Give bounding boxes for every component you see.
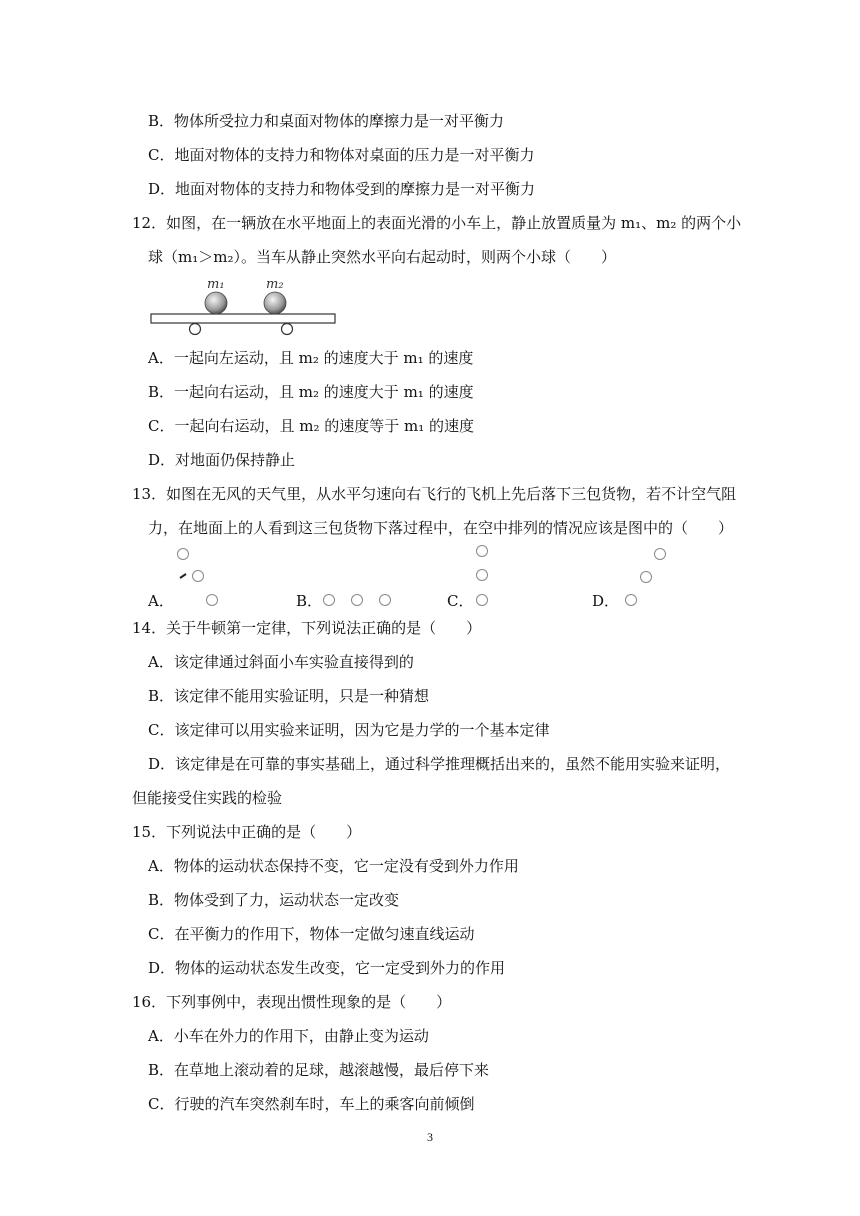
q16-option-c: C．行驶的汽车突然刹车时，车上的乘客向前倾倒 — [148, 1095, 475, 1113]
label-m2: m₂ — [266, 277, 284, 292]
q13-d-package-3 — [625, 594, 637, 606]
q16-stem: 16．下列事例中，表现出惯性现象的是（ ） — [132, 993, 452, 1011]
q13-d-package-1 — [654, 548, 666, 560]
q15-option-c: C．在平衡力的作用下，物体一定做匀速直线运动 — [148, 925, 475, 943]
q13-a-package-2 — [192, 570, 204, 582]
q15-stem: 15．下列说法中正确的是（ ） — [132, 823, 362, 841]
q12-option-a: A．一起向左运动，且 m₂ 的速度大于 m₁ 的速度 — [148, 349, 474, 367]
q11-option-c: C．地面对物体的支持力和物体对桌面的压力是一对平衡力 — [148, 146, 535, 164]
q13-a-package-1 — [177, 548, 189, 560]
q13-a-mark — [179, 572, 189, 580]
q13-c-package-2 — [476, 569, 488, 581]
q14-option-c: C．该定律可以用实验来证明，因为它是力学的一个基本定律 — [148, 721, 550, 739]
q13-option-b-label: B． — [296, 592, 323, 610]
q13-option-d-label: D． — [592, 592, 620, 610]
q14-option-d-line1: D．该定律是在可靠的事实基础上，通过科学推理概括出来的，虽然不能用实验来证明， — [148, 755, 731, 773]
q12-stem-line2: 球（m₁＞m₂）。当车从静止突然水平向右起动时，则两个小球（ ） — [148, 248, 616, 266]
q12-cart-figure — [145, 276, 345, 338]
ball-m1 — [205, 292, 227, 314]
q12-stem-line1: 12．如图，在一辆放在水平地面上的表面光滑的小车上，静止放置质量为 m₁、m₂ 的两个小 — [132, 214, 742, 232]
cart-wheel-left — [190, 324, 201, 335]
q13-b-package-2 — [351, 594, 363, 606]
q13-b-package-1 — [323, 594, 335, 606]
q13-d-package-2 — [640, 571, 652, 583]
q12-option-d: D．对地面仍保持静止 — [148, 451, 296, 469]
q14-option-a: A．该定律通过斜面小车实验直接得到的 — [148, 653, 414, 671]
q15-option-b: B．物体受到了力，运动状态一定改变 — [148, 891, 400, 909]
q12-option-b: B．一起向右运动，且 m₂ 的速度大于 m₁ 的速度 — [148, 383, 474, 401]
q13-option-a-label: A． — [148, 592, 174, 610]
q13-b-package-3 — [379, 594, 391, 606]
ball-m2 — [264, 292, 286, 314]
q15-option-d: D．物体的运动状态发生改变，它一定受到外力的作用 — [148, 959, 506, 977]
cart-body — [151, 314, 335, 323]
q11-option-d: D．地面对物体的支持力和物体受到的摩擦力是一对平衡力 — [148, 180, 536, 198]
q13-a-package-3 — [206, 594, 218, 606]
q14-option-d-line2: 但能接受住实践的检验 — [132, 789, 283, 807]
q13-option-c-label: C． — [447, 592, 474, 610]
q16-option-a: A．小车在外力的作用下，由静止变为运动 — [148, 1027, 429, 1045]
q13-c-package-3 — [476, 594, 488, 606]
q13-stem-line2: 力，在地面上的人看到这三包货物下落过程中，在空中排列的情况应该是图中的（ ） — [148, 519, 734, 537]
cart-wheel-right — [282, 324, 293, 335]
q11-option-b: B．物体所受拉力和桌面对物体的摩擦力是一对平衡力 — [148, 112, 505, 130]
q13-stem-line1: 13．如图在无风的天气里，从水平匀速向右飞行的飞机上先后落下三包货物，若不计空气阻 — [132, 485, 737, 503]
q16-option-b: B．在草地上滚动着的足球，越滚越慢，最后停下来 — [148, 1061, 490, 1079]
label-m1: m₁ — [207, 277, 225, 292]
q14-stem: 14．关于牛顿第一定律，下列说法正确的是（ ） — [132, 619, 482, 637]
q12-option-c: C．一起向右运动，且 m₂ 的速度等于 m₁ 的速度 — [148, 417, 475, 435]
q13-c-package-1 — [476, 545, 488, 557]
page-number: 3 — [427, 1130, 433, 1144]
q15-option-a: A．物体的运动状态保持不变，它一定没有受到外力作用 — [148, 857, 519, 875]
q14-option-b: B．该定律不能用实验证明，只是一种猜想 — [148, 687, 430, 705]
